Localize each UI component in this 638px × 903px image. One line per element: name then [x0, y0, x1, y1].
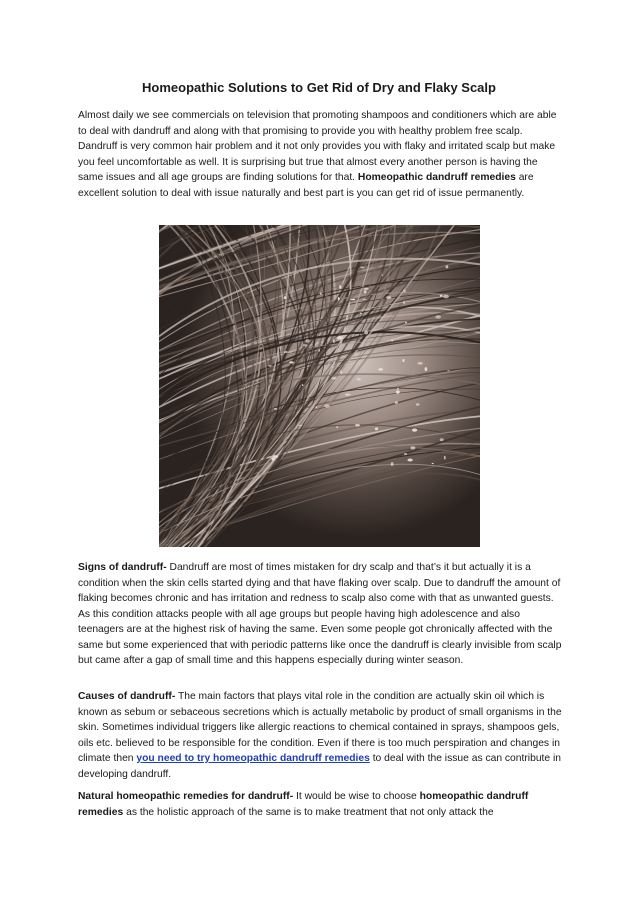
dandruff-flake [273, 455, 278, 458]
natural-remedies-paragraph [78, 789, 562, 820]
dandruff-flake [289, 361, 293, 363]
intro-paragraph [78, 108, 562, 201]
dandruff-flake [331, 377, 336, 379]
homeopathic-remedies-link[interactable]: you need to try homeopathic dandruff remedies [136, 753, 370, 764]
dandruff-flake [333, 339, 335, 343]
dandruff-flake [447, 370, 449, 371]
dandruff-flake [360, 266, 365, 268]
dandruff-flake [443, 295, 449, 299]
dandruff-flake [440, 295, 443, 297]
dandruff-flake [440, 438, 444, 441]
dandruff-flake [391, 462, 394, 466]
dandruff-flake [405, 322, 407, 324]
dandruff-flake [391, 339, 393, 341]
signs-paragraph [78, 560, 562, 669]
dandruff-flake [274, 408, 277, 410]
dandruff-flake [357, 378, 361, 381]
natural-text-after: as the holistic approach of the same is to make treatment that not only attack the [123, 806, 494, 818]
dandruff-flake [318, 349, 320, 351]
dandruff-flake [363, 299, 367, 300]
dandruff-flake [284, 296, 287, 299]
dandruff-flake [403, 289, 406, 292]
scalp-photo-image [159, 225, 480, 547]
dandruff-flake [411, 446, 416, 449]
dandruff-flake [364, 331, 368, 335]
dandruff-flake [416, 403, 420, 406]
dandruff-flake [337, 336, 343, 339]
dandruff-flake [305, 339, 310, 343]
signs-heading: Signs of dandruff- [78, 562, 167, 573]
dandruff-flake [298, 425, 302, 426]
dandruff-flake [345, 394, 351, 396]
dandruff-flake [378, 368, 383, 371]
dandruff-flake [302, 384, 304, 386]
dandruff-flake [418, 362, 423, 365]
dandruff-flake [386, 296, 391, 299]
dandruff-flake [403, 301, 405, 304]
dandruff-flake [425, 367, 428, 371]
dandruff-flake [446, 265, 449, 268]
dandruff-flake [444, 456, 446, 460]
dandruff-flake [432, 463, 434, 464]
dandruff-flake [325, 404, 330, 407]
natural-bold-term: homeopathic dandruff remedies [78, 791, 529, 818]
dandruff-flake [364, 290, 367, 293]
dandruff-flake [375, 427, 378, 430]
dandruff-flake [284, 351, 288, 352]
dandruff-flake [303, 344, 307, 346]
dandruff-flake [412, 428, 417, 431]
dandruff-flake [339, 285, 341, 289]
causes-heading: Causes of dandruff- [78, 691, 176, 702]
intro-text-after: are excellent solution to deal with issue naturally and best part is you can get rid of issue permanently. [78, 172, 534, 199]
dandruff-flake [403, 359, 405, 362]
dandruff-flake [355, 424, 360, 427]
natural-text: It would be wise to choose [293, 791, 420, 802]
dandruff-flake [397, 388, 399, 390]
dandruff-flake [351, 299, 356, 301]
dandruff-flake [381, 274, 383, 276]
dandruff-flake [396, 390, 400, 393]
dandruff-flake [340, 370, 342, 374]
dandruff-flake [404, 453, 407, 455]
dandruff-flake [315, 406, 317, 408]
causes-paragraph [78, 689, 562, 782]
intro-text: Almost daily we see commercials on television that promoting shampoos and conditioners which are able to deal with dandruff and along with that promising to provide you with healthy problem free scalp. Dandruff is very common hair problem and it not only provides you with flaky and irritated scalp but make you feel uncomfortable as well. It is surprising but true that almost every another person is having the same issues and all age groups are finding solutions for that. [78, 110, 557, 183]
dandruff-flake [268, 365, 271, 367]
dandruff-flake [360, 312, 362, 314]
causes-text-after: to deal with the issue as can contribute in developing dandruff. [78, 753, 562, 780]
dandruff-flake [435, 315, 441, 318]
dandruff-flake [336, 426, 338, 428]
dandruff-flake [407, 459, 412, 462]
signs-text: Dandruff are most of times mistaken for dry scalp and that’s it but actually it is a condition when the skin cells started dying and that have flaking over scalp. Due to dandruff the amount of flaking becomes chronic and has irritation and redness to scalp also come with that as unwanted guests. As this condition attacks people with all age groups but people having high adolescence and also teenagers are at the highest risk of having the same. Even some people got chronically affected with the same but some experienced that with periodic patterns like once the dandruff is clearly invisible from scalp but came after a gap of small time and this happens especially during winter season. [78, 562, 562, 666]
causes-text: The main factors that plays vital role in the condition are actually skin oil which is known as sebum or sebaceous secretions which is actually metabolic by product of small organisms in the skin. Sometimes individual triggers like allergic reactions to chemical contained in sprays, shampoos gels, oils etc. believed to be responsible for the condition. Even if there is too much perspiration and changes in climate then [78, 691, 562, 764]
dandruff-flake [338, 297, 340, 301]
page-title: Homeopathic Solutions to Get Rid of Dry and Flaky Scalp [142, 80, 496, 95]
dandruff-flake [364, 288, 369, 290]
intro-bold-term: Homeopathic dandruff remedies [357, 172, 516, 183]
scalp-photo [159, 225, 480, 547]
natural-heading: Natural homeopathic remedies for dandruff- [78, 791, 294, 802]
dandruff-flake [395, 401, 398, 404]
dandruff-flake [320, 292, 322, 295]
